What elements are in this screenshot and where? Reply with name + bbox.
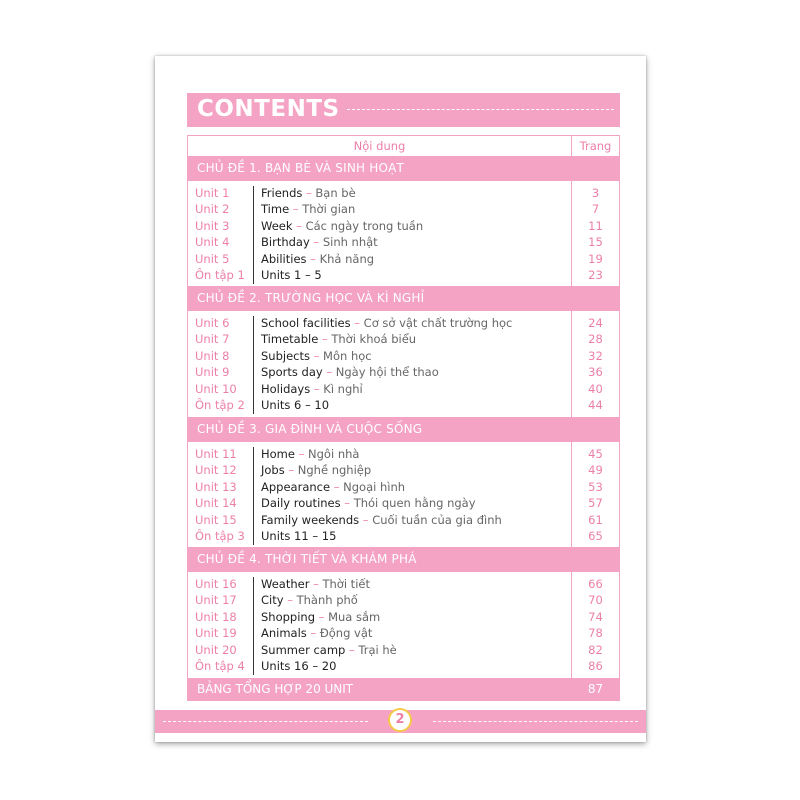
table-row[interactable]: [187, 513, 620, 529]
title-separator: –: [284, 463, 298, 478]
header-content: Nội dung: [353, 139, 406, 153]
table-header: [188, 136, 619, 157]
unit-code: Ôn tập 3: [195, 529, 245, 543]
footer-dash-left: [163, 721, 368, 722]
unit-code: Unit 12: [195, 463, 237, 478]
unit-page: 82: [588, 642, 603, 657]
unit-title-en: Sports day: [261, 365, 323, 380]
unit-code: Unit 9: [195, 365, 230, 380]
unit-title-vi: Kì nghỉ: [323, 381, 363, 396]
unit-title-en: Family weekends: [261, 512, 360, 527]
title-separator: –: [289, 202, 303, 217]
unit-title-en: Shopping: [261, 609, 316, 624]
header-page: Trang: [579, 139, 612, 153]
table-row[interactable]: [187, 252, 620, 268]
unit-page: 57: [588, 496, 603, 511]
unit-code: Unit 14: [195, 496, 237, 511]
unit-title-en: Summer camp: [261, 642, 346, 657]
topic-header-3[interactable]: [187, 417, 620, 442]
unit-title: [261, 659, 336, 673]
title-separator: –: [330, 479, 344, 494]
topic-units-1: [187, 186, 620, 286]
unit-title: [261, 626, 372, 640]
unit-page: 45: [588, 447, 603, 461]
topic-label: CHỦ ĐỀ 3. GIA ĐÌNH VÀ CUỘC SỐNG: [197, 422, 423, 436]
unit-title-en: Abilities: [261, 251, 307, 266]
unit-code: Unit 17: [195, 593, 237, 608]
unit-page: 24: [588, 316, 603, 330]
unit-title-en: Jobs: [261, 463, 285, 478]
table-row[interactable]: [187, 626, 620, 642]
unit-title: [261, 332, 416, 346]
unit-title-vi: Các ngày trong tuần: [305, 218, 424, 233]
topic-label: CHỦ ĐỀ 4. THỜI TIẾT VÀ KHÁM PHÁ: [197, 552, 417, 566]
unit-code: Ôn tập 2: [195, 398, 245, 412]
title-dash-line: [347, 109, 614, 110]
unit-title: [261, 463, 371, 477]
unit-title-vi: Môn học: [323, 348, 372, 363]
unit-title-vi: Thời khoá biểu: [331, 332, 417, 347]
title-separator: –: [318, 332, 332, 347]
unit-code: Ôn tập 1: [195, 268, 245, 282]
unit-code: Unit 11: [195, 447, 237, 461]
unit-title-en: School facilities: [261, 316, 351, 330]
topic-label: CHỦ ĐỀ 1. BẠN BÈ VÀ SINH HOẠT: [197, 161, 405, 175]
unit-title-en: Time: [261, 202, 290, 217]
unit-code: Unit 6: [195, 316, 230, 330]
unit-page: 11: [588, 218, 603, 233]
table-row[interactable]: [187, 529, 620, 545]
unit-page: 65: [588, 529, 603, 543]
unit-code: Unit 3: [195, 218, 230, 233]
unit-title-vi: Thời tiết: [322, 577, 370, 591]
table-row[interactable]: [187, 447, 620, 463]
unit-code: Unit 15: [195, 512, 237, 527]
summary-page: 87: [587, 682, 604, 696]
unit-title-en: Appearance: [261, 479, 331, 494]
table-row[interactable]: [187, 463, 620, 479]
unit-page: 36: [588, 365, 603, 380]
unit-title-vi: Thói quen hằng ngày: [353, 496, 476, 511]
unit-title: [261, 202, 355, 216]
title-separator: –: [302, 186, 316, 200]
table-row[interactable]: [187, 593, 620, 609]
footer-dash-right: [433, 721, 638, 722]
table-row[interactable]: [187, 349, 620, 365]
unit-code: Unit 2: [195, 202, 230, 217]
unit-title: [261, 447, 359, 461]
unit-title: [261, 186, 356, 200]
unit-code: Unit 20: [195, 642, 237, 657]
unit-title-vi: Bạn bè: [315, 186, 356, 200]
unit-title: [261, 480, 405, 494]
book-page: [155, 56, 646, 742]
title-bar: [187, 93, 620, 127]
unit-page: 61: [588, 512, 603, 527]
unit-title-vi: Ngày hội thể thao: [335, 365, 439, 380]
unit-page: 7: [591, 202, 600, 217]
table-row[interactable]: [187, 577, 620, 593]
page-number-badge: 2: [388, 708, 412, 732]
unit-title-en: Home: [261, 447, 295, 461]
table-row[interactable]: [187, 659, 620, 675]
unit-code: Unit 13: [195, 479, 237, 494]
unit-title: [261, 252, 374, 266]
unit-page: 74: [588, 609, 603, 624]
unit-title: [261, 219, 423, 233]
unit-title-en: Subjects: [261, 348, 310, 363]
unit-page: 44: [588, 398, 603, 412]
unit-code: Unit 18: [195, 609, 237, 624]
table-row[interactable]: [187, 219, 620, 235]
title-separator: –: [309, 235, 323, 250]
unit-title: [261, 529, 336, 543]
unit-title-vi: Ngôi nhà: [308, 447, 360, 461]
unit-code: Unit 19: [195, 626, 237, 641]
title-separator: –: [359, 512, 373, 527]
unit-title: [261, 513, 502, 527]
title-separator: –: [283, 593, 297, 608]
title-separator: –: [350, 316, 364, 330]
unit-title-vi: Cuối tuần của gia đình: [372, 512, 502, 527]
unit-page: 3: [591, 186, 600, 200]
unit-title: [261, 577, 370, 591]
unit-title-en: Week: [261, 218, 293, 233]
table-row[interactable]: [187, 235, 620, 251]
unit-code: Unit 16: [195, 577, 237, 591]
unit-code: Unit 7: [195, 332, 230, 347]
title-separator: –: [309, 348, 324, 363]
table-row[interactable]: [187, 480, 620, 496]
table-row[interactable]: [187, 202, 620, 218]
title-separator: –: [345, 642, 359, 657]
unit-title-vi: Cơ sở vật chất trường học: [363, 316, 513, 330]
unit-code: Unit 1: [195, 186, 230, 200]
unit-title-vi: Ngoại hình: [343, 479, 406, 494]
unit-title-vi: Sinh nhật: [322, 235, 378, 250]
unit-title: [261, 382, 363, 396]
unit-page: 78: [588, 626, 603, 641]
table-row[interactable]: [187, 365, 620, 381]
title-separator: –: [315, 609, 329, 624]
unit-title-en: Units 16 – 20: [261, 659, 337, 673]
table-row[interactable]: [187, 382, 620, 398]
unit-title-en: Timetable: [261, 332, 319, 347]
topic-units-3: [187, 447, 620, 547]
unit-title: [261, 496, 476, 510]
unit-title-en: Units 6 – 10: [261, 398, 330, 412]
title-separator: –: [306, 626, 320, 641]
unit-title: [261, 643, 397, 657]
unit-title-en: Units 11 – 15: [261, 529, 337, 543]
title-separator: –: [292, 218, 306, 233]
unit-page: 28: [588, 332, 603, 347]
title-separator: –: [309, 577, 323, 591]
summary-label: BẢNG TỔNG HỢP 20 UNIT: [197, 682, 354, 696]
topic-header-2[interactable]: [187, 286, 620, 311]
unit-page: 19: [588, 251, 603, 266]
table-row[interactable]: [187, 332, 620, 348]
unit-title-en: Daily routines: [261, 496, 341, 511]
unit-page: 23: [588, 268, 603, 282]
unit-title-en: Units 1 – 5: [261, 268, 322, 282]
unit-title-vi: Nghề nghiệp: [297, 463, 372, 478]
title-separator: –: [340, 496, 354, 511]
unit-title: [261, 593, 358, 607]
unit-title: [261, 268, 322, 282]
unit-title: [261, 610, 380, 624]
unit-code: Ôn tập 4: [195, 659, 245, 673]
unit-title: [261, 349, 372, 363]
topic-units-2: [187, 316, 620, 416]
unit-code: Unit 10: [195, 381, 237, 396]
unit-page: 15: [588, 235, 603, 250]
unit-title-vi: Mua sắm: [328, 609, 381, 624]
unit-code: Unit 4: [195, 235, 230, 250]
unit-title: [261, 398, 329, 412]
table-row[interactable]: [187, 496, 620, 512]
table-row[interactable]: [187, 268, 620, 284]
unit-title-vi: Trại hè: [358, 642, 397, 657]
topic-header-1[interactable]: [187, 156, 620, 181]
page-title: CONTENTS: [197, 96, 340, 122]
topic-units-4: [187, 577, 620, 677]
title-separator: –: [306, 251, 320, 266]
unit-title-en: Birthday: [261, 235, 310, 250]
unit-title-en: Weather: [261, 577, 310, 591]
unit-title: [261, 365, 439, 379]
unit-code: Unit 8: [195, 348, 230, 363]
unit-page: 32: [588, 348, 603, 363]
title-separator: –: [310, 381, 324, 396]
unit-page: 86: [588, 659, 603, 673]
unit-page: 40: [588, 381, 603, 396]
unit-title: [261, 316, 512, 330]
unit-title: [261, 235, 378, 249]
unit-title-en: Holidays: [261, 381, 311, 396]
unit-code: Unit 5: [195, 251, 230, 266]
table-row[interactable]: [187, 316, 620, 332]
summary-row[interactable]: [187, 678, 620, 701]
table-row[interactable]: [187, 643, 620, 659]
unit-title-en: City: [261, 593, 284, 608]
title-separator: –: [322, 365, 336, 380]
unit-page: 49: [588, 463, 603, 478]
table-row[interactable]: [187, 610, 620, 626]
unit-page: 70: [588, 593, 603, 608]
topic-label: CHỦ ĐỀ 2. TRƯỜNG HỌC VÀ KÌ NGHỈ: [197, 291, 425, 305]
table-row[interactable]: [187, 398, 620, 414]
unit-title-vi: Khả năng: [319, 251, 375, 266]
unit-title-en: Animals: [261, 626, 307, 641]
title-separator: –: [294, 447, 309, 461]
unit-title-vi: Động vật: [319, 626, 373, 641]
unit-title-vi: Thời gian: [302, 202, 356, 217]
table-row[interactable]: [187, 186, 620, 202]
unit-title-vi: Thành phố: [296, 593, 358, 608]
unit-page: 66: [588, 577, 603, 591]
unit-title-en: Friends: [261, 186, 303, 200]
unit-page: 53: [588, 479, 603, 494]
topic-header-4[interactable]: [187, 547, 620, 572]
